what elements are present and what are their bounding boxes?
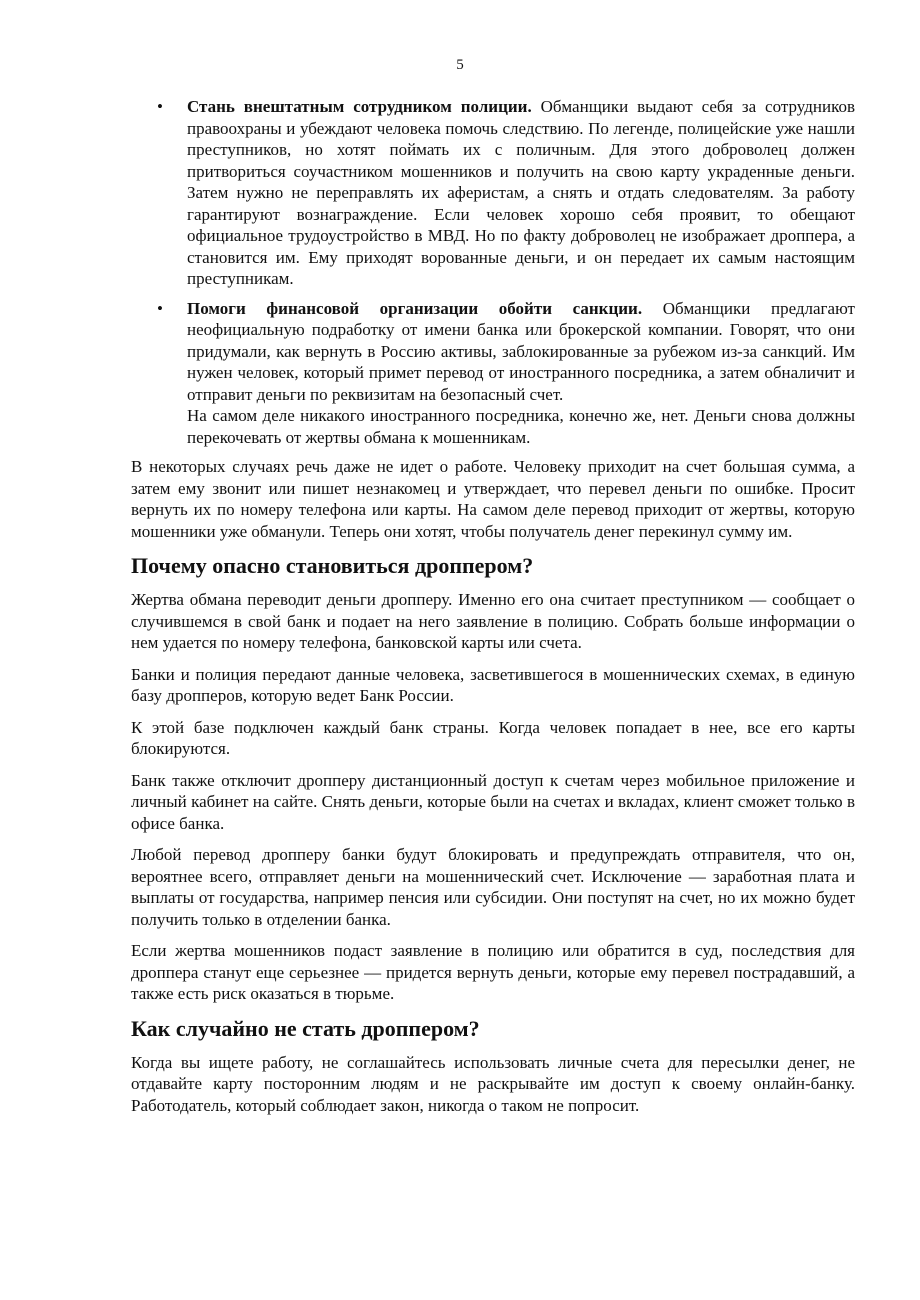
bullet-text: Обманщики выдают себя за сотрудников правоохраны и убеждают человека помочь следствию. По легенде, полицейские уже нашли преступников, но хотят поймать их с поличным. Для этого доброволец должен притвориться соучастником мошенников и получить на свою карту украденные деньги. Затем нужно не переправлять их аферистам, а снять и отдать следователям. За работу гарантируют вознаграждение. Если человек хорошо себя проявит, то обещают официальное трудоустройство в МВД. Но по факту доброволец не изображает дроппера, а становится им. Ему приходят ворованные деньги, и он передает их самым настоящим преступникам. <box>187 97 855 288</box>
section-paragraph: Банк также отключит дропперу дистанционный доступ к счетам через мобильное приложение и личный кабинет на сайте. Снять деньги, которые были на счетах и вкладах, клиент сможет только в офисе банка. <box>131 770 855 833</box>
bullet-extra-paragraph: На самом деле никакого иностранного посредника, конечно же, нет. Деньги снова должны перекочевать от жертвы обмана к мошенникам. <box>187 406 855 447</box>
section-paragraph: Жертва обмана переводит деньги дропперу. Именно его она считает преступником — сообщает о случившемся в свой банк и подает на него заявление в полицию. Собрать больше информации о нем удается по номеру телефона, банковской карты или счета. <box>131 590 855 652</box>
section-heading: Почему опасно становиться дроппером? <box>131 553 534 578</box>
section-paragraph: Банки и полиция передают данные человека, засветившегося в мошеннических схемах, в единую базу дропперов, которую ведет Банк России. <box>131 664 855 705</box>
section-paragraph: К этой базе подключен каждый банк страны. Когда человек попадает в нее, все его карты блокируются. <box>131 717 855 758</box>
bullet-paragraph <box>187 96 855 290</box>
bullet-paragraph <box>187 298 855 406</box>
bullet-list <box>131 96 855 448</box>
bullet-lead: Стань внештатным сотрудником полиции. <box>187 97 532 116</box>
list-item <box>131 298 855 449</box>
section-heading: Как случайно не стать дроппером? <box>131 1015 480 1041</box>
list-item <box>131 96 855 290</box>
intro-paragraph: В некоторых случаях речь даже не идет о работе. Человеку приходит на счет большая сумма, а затем ему звонит или пишет незнакомец и утверждает, что перевел деньги по ошибке. Просит вернуть их по номеру телефона или карты. На самом деле перевод приходит от жертвы, которую мошенники уже обманули. Теперь они хотят, чтобы получатель денег перекинул сумму им. <box>131 457 855 541</box>
page-content <box>131 96 855 1126</box>
section-paragraph: Если жертва мошенников подаст заявление в полицию или обратится в суд, последствия для дроппера станут еще серьезнее — придется вернуть деньги, которые ему перевел пострадавший, а также есть риск оказаться в тюрьме. <box>131 941 855 1003</box>
bullet-text: Обманщики предлагают неофициальную подработку от имени банка или брокерской компании. Говорят, что они придумали, как вернуть в Россию активы, заблокированные за рубежом из-за санкций. Им нужен человек, который примет перевод от иностранного посредника, а затем обналичит и отправит деньги по реквизитам на безопасный счет. <box>187 298 855 404</box>
section-paragraph: Когда вы ищете работу, не соглашайтесь использовать личные счета для пересылки денег, не отдавайте карту посторонним людям и не раскрывайте им доступ к своему онлайн-банку. Работодатель, который соблюдает закон, никогда о таком не попросит. <box>131 1052 855 1115</box>
page-number: 5 <box>456 57 464 73</box>
section-paragraph: Любой перевод дропперу банки будут блокировать и предупреждать отправителя, что он, вероятнее всего, отправляет деньги на мошеннический счет. Исключение — заработная плата и выплаты от государства, например пенсия или субсидии. Они поступят на счет, но их можно будет получить только в отделении банка. <box>131 845 855 929</box>
bullet-lead: Помоги финансовой организации обойти санкции. <box>187 298 643 318</box>
